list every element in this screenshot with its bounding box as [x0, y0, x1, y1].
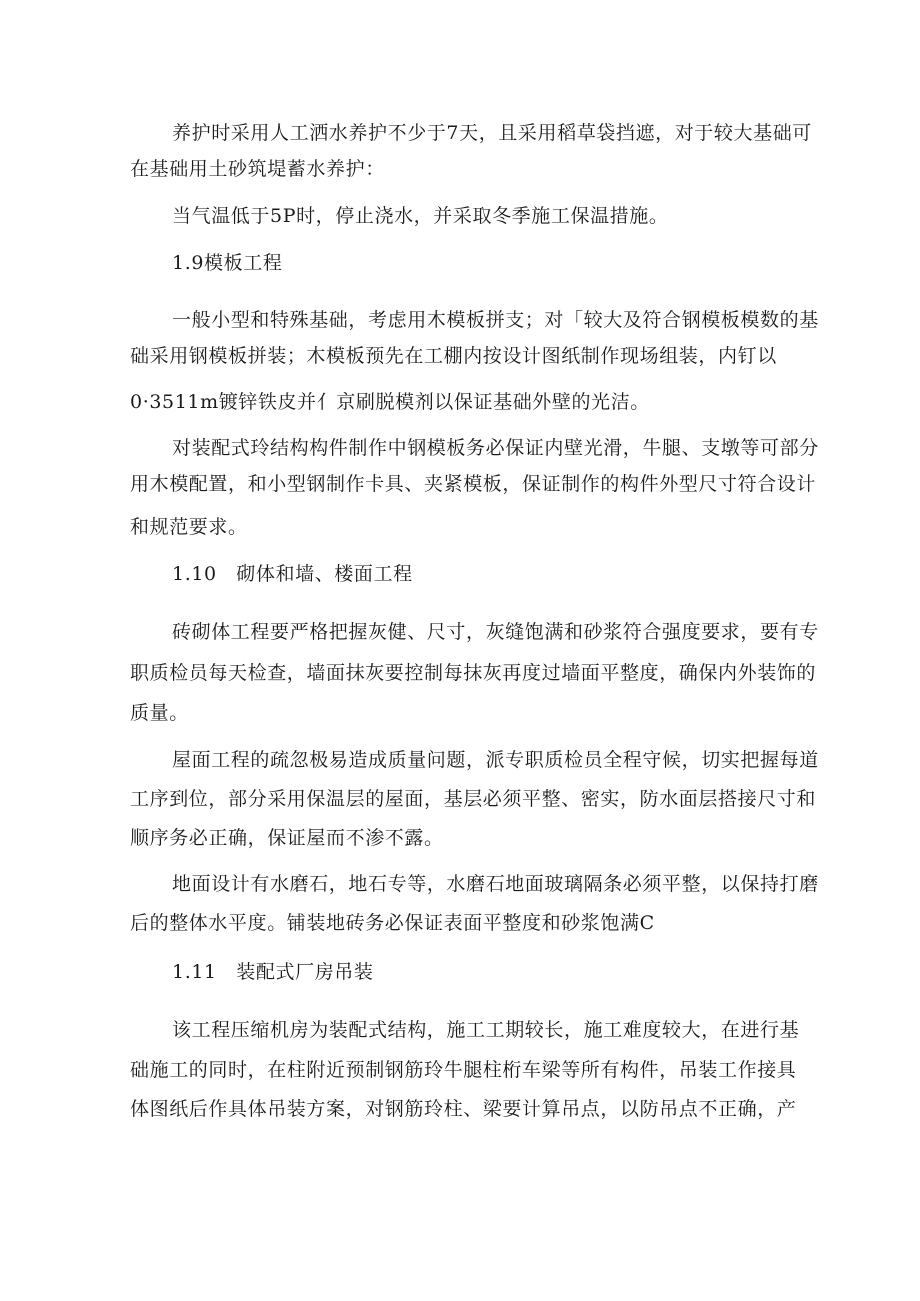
section-heading: 1.10 砌体和墙、楼面工程	[172, 563, 413, 585]
paragraph-line: 工序到位，部分采用保温层的屋面，基层必须平整、密实，防水面层搭接尺寸和	[130, 788, 817, 810]
paragraph-line: 质量。	[130, 702, 189, 724]
paragraph-line: 和规范要求。	[130, 516, 248, 538]
paragraph-line: 体图纸后作具体吊装方案，对钢筋玲柱、梁要计算吊点，以防吊点不正确，产	[130, 1098, 797, 1120]
paragraph-line: 础采用钢模板拼装；木模板预先在工棚内按设计图纸制作现场组装，内钉以	[130, 345, 777, 367]
paragraph-line: 当气温低于5P时，停止浇水，并采取冬季施工保温措施。	[172, 205, 669, 227]
paragraph-line: 础施工的同时，在柱附近预制钢筋玲牛腿柱桁车梁等所有构件，吊装工作接具	[130, 1059, 797, 1081]
section-heading: 1.9模板工程	[172, 252, 283, 274]
paragraph-line: 顺序务必正确，保证屋而不渗不露。	[130, 827, 444, 849]
paragraph-line: 对装配式玲结构构件制作中钢模板务必保证内壁光滑，牛腿、支墩等可部分	[172, 437, 819, 459]
paragraph-line: 一般小型和特殊基础，考虑用木模板拼支；对「较大及符合钢模板模数的基	[172, 309, 819, 331]
section-heading: 1.11 装配式厂房吊装	[172, 961, 374, 983]
paragraph-line: 在基础用土砂筑堤蓄水养护：	[130, 158, 385, 180]
paragraph-line: 职质检员每天检查，墙面抹灰要控制每抹灰再度过墙面平整度，确保内外装饰的	[130, 662, 817, 684]
paragraph-line: 0·3511m镀锌铁皮并亻京刷脱模剂以保证基础外壁的光洁。	[130, 391, 650, 413]
paragraph-line: 养护时采用人工洒水养护不少于7天，且采用稻草袋挡遮，对于较大基础可	[172, 122, 812, 144]
paragraph-line: 砖砌体工程要严格把握灰健、尺寸，灰缝饱满和砂浆符合强度要求，要有专	[172, 621, 819, 643]
paragraph-line: 该工程压缩机房为装配式结构，施工工期较长，施工难度较大，在进行基	[172, 1019, 800, 1041]
paragraph-line: 屋面工程的疏忽极易造成质量问题，派专职质检员全程守候，切实把握每道	[172, 749, 819, 771]
paragraph-line: 后的整体水平度。铺装地砖务必保证表面平整度和砂浆饱满C	[130, 912, 655, 934]
paragraph-line: 用木模配置，和小型钢制作卡具、夹紧模板，保证制作的构件外型尺寸符合设计	[130, 473, 817, 495]
paragraph-line: 地面设计有水磨石，地石专等，水磨石地面玻璃隔条必须平整，以保持打磨	[172, 873, 819, 895]
